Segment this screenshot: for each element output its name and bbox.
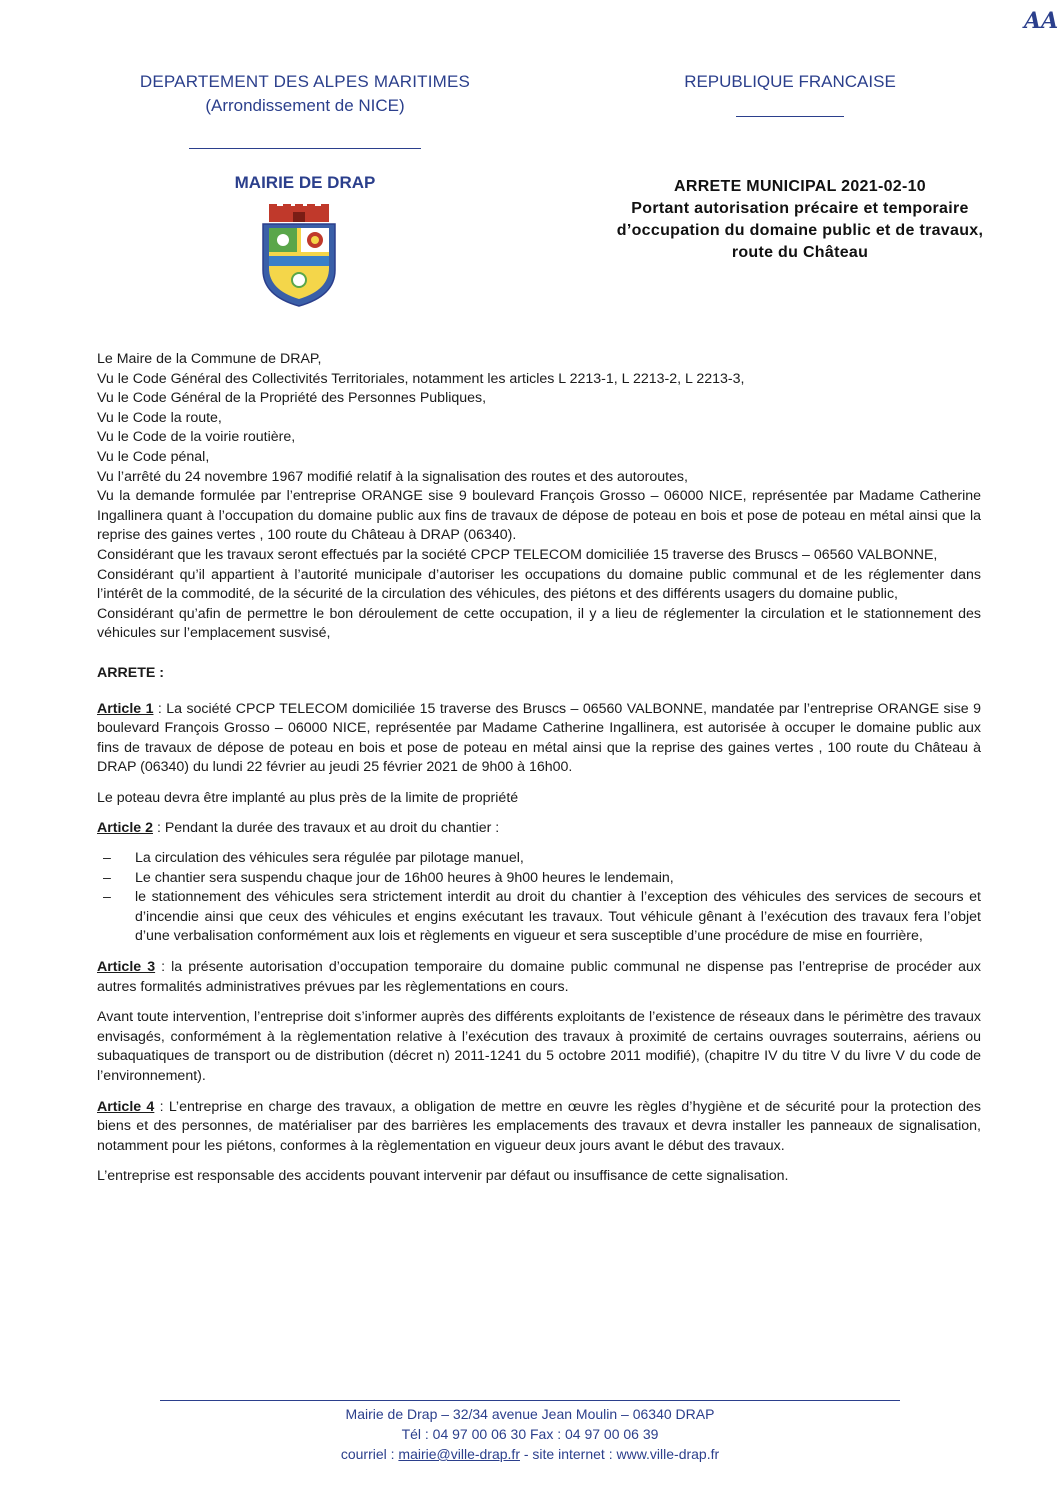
- decree-number: ARRETE MUNICIPAL 2021-02-10: [673, 178, 927, 195]
- article-3-note: Avant toute intervention, l’entreprise doit s’informer auprès des différents exploitants de l’existence de réseaux dans le périmètre des travaux envisagés, conformément à la règlementation relative à l’exécution des travaux à proximité de certains ouvrages souterrains, aériens ou subaquatiques de transport ou de distribution (décret n) 2011-1241 du 5 octobre 2011 modifié), (chapitre IV du titre V du livre V du code de l’environnement).: [97, 1009, 981, 1084]
- article-2-list: [97, 849, 981, 947]
- preamble-line: Considérant qu’afin de permettre le bon déroulement de cette occupation, il y a lieu de réglementer la circulation et le stationnement des véhicules sur l’emplacement susvisé,: [97, 605, 981, 642]
- decree-subject-line: d’occupation du domaine public et de travaux,: [616, 222, 984, 239]
- preamble-line: Vu le Code de la voirie routière,: [97, 429, 296, 446]
- header-left: [110, 72, 500, 193]
- header-divider-right: [736, 116, 844, 117]
- coat-of-arms-icon: [259, 204, 339, 308]
- article-label: Article 4: [97, 1098, 155, 1115]
- republic-name: REPUBLIQUE FRANCAISE: [684, 72, 896, 91]
- preamble-line: Considérant qu’il appartient à l’autorité municipale d’autoriser les occupations du domaine public communal et de les réglementer dans l’intérêt de la commodité, de la sécurité de la circulation des véhicules, des piétons et des différents usagers du domaine public,: [97, 566, 981, 603]
- article-text: : la présente autorisation d’occupation temporaire du domaine public communal ne dispense pas l’entreprise de procéder aux autres formalités administratives prévues par les règlementations en cours.: [97, 959, 981, 995]
- footer-address: Mairie de Drap – 32/34 avenue Jean Moulin – 06340 DRAP: [345, 1406, 715, 1422]
- list-item: – La circulation des véhicules sera régulée par pilotage manuel,: [97, 849, 981, 869]
- article-text: : L’entreprise en charge des travaux, a obligation de mettre en œuvre les règles d’hygiène et de sécurité pour la protection des biens et des personnes, de matérialiser par des barrières les emplacements des travaux et devra installer les panneaux de signalisation, notamment pour les piétons, conformes à la règlementation en vigueur deux jours avant le début des travaux.: [97, 1098, 981, 1154]
- footer-phone: Tél : 04 97 00 06 30 Fax : 04 97 00 06 39: [401, 1426, 659, 1442]
- header-right: [660, 72, 920, 117]
- article-3: [97, 958, 981, 997]
- article-1: [97, 700, 981, 778]
- arrondissement: (Arrondissement de NICE): [205, 96, 405, 115]
- preamble-line: Vu le Code pénal,: [97, 448, 210, 465]
- preamble-line: Vu l’arrêté du 24 novembre 1967 modifié relatif à la signalisation des routes et des autoroutes,: [97, 468, 688, 485]
- footer-divider: [160, 1400, 900, 1401]
- decree-subject-line: Portant autorisation précaire et temporaire: [631, 200, 969, 217]
- email-prefix: courriel :: [340, 1446, 399, 1462]
- site-prefix: - site internet :: [519, 1446, 617, 1462]
- article-4-note: L’entreprise est responsable des accidents pouvant intervenir par défaut ou insuffisance de cette signalisation.: [97, 1168, 789, 1185]
- website-link[interactable]: www.ville-drap.fr: [616, 1446, 720, 1462]
- preamble-line: Considérant que les travaux seront effectués par la société CPCP TELECOM domiciliée 15 traverse des Bruscs – 06560 VALBONNE,: [97, 546, 938, 563]
- preamble-line: Le Maire de la Commune de DRAP,: [97, 351, 322, 367]
- department-name: DEPARTEMENT DES ALPES MARITIMES: [139, 72, 471, 91]
- article-label: Article 2: [97, 820, 153, 837]
- list-item: – Le chantier sera suspendu chaque jour de 16h00 heures à 9h00 heures le lendemain,: [97, 869, 981, 889]
- article-text: : Pendant la durée des travaux et au droit du chantier :: [153, 820, 500, 837]
- footer: [160, 1400, 900, 1464]
- email-link[interactable]: mairie@ville-drap.fr: [398, 1446, 520, 1462]
- list-item: – le stationnement des véhicules sera strictement interdit au droit du chantier à l’exception des véhicules des services de secours et d’incendie ainsi que ceux des véhicules et engins exécutant les travaux. Tout véhicule gênant à l’exécution des travaux fera l’objet d’une verbalisation conformément aux lois et règlements en vigueur et sera susceptible d’une procédure de mise en fourrière,: [97, 888, 981, 947]
- decree-title: [560, 176, 1040, 264]
- decree-body: [97, 350, 981, 1187]
- decree-subject-line: route du Château: [731, 244, 869, 261]
- arrete-heading: ARRETE :: [97, 664, 164, 681]
- article-label: Article 3: [97, 959, 156, 976]
- preamble-line: Vu le Code Général des Collectivités Territoriales, notamment les articles L 2213-1, L 2213-2, L 2213-3,: [97, 370, 745, 387]
- article-2: [97, 819, 981, 839]
- article-4: [97, 1098, 981, 1157]
- article-1-note: Le poteau devra être implanté au plus près de la limite de propriété: [97, 789, 519, 806]
- preamble-line: Vu le Code la route,: [97, 409, 222, 426]
- page-initials: AA: [1024, 8, 1058, 34]
- preamble-line: Vu le Code Général de la Propriété des Personnes Publiques,: [97, 390, 487, 407]
- article-text: : La société CPCP TELECOM domiciliée 15 traverse des Bruscs – 06560 VALBONNE, mandatée par l’entreprise ORANGE sise 9 boulevard François Grosso – 06000 NICE, représentée par Madame Catherine Ingallinera, est autorisée à occuper le domaine public aux fins de travaux de dépose de poteau en bois et pose de poteau en métal ainsi que la reprise des gaines vertes , 100 route du Château à DRAP (06340) du lundi 22 février au jeudi 25 février 2021 de 9h00 à 16h00.: [97, 700, 981, 776]
- footer-contact: [160, 1444, 900, 1464]
- preamble-line: Vu la demande formulée par l’entreprise ORANGE sise 9 boulevard François Grosso – 06000 NICE, représentée par Madame Catherine Ingallinera quant à l’occupation du domaine public aux fins de travaux de dépose de poteau en bois et pose de poteau en métal ainsi que la reprise des gaines vertes , 100 route du Château à DRAP (06340).: [97, 488, 981, 544]
- mairie-name: MAIRIE DE DRAP: [234, 173, 376, 192]
- header-divider: [189, 148, 421, 149]
- article-label: Article 1: [97, 700, 154, 717]
